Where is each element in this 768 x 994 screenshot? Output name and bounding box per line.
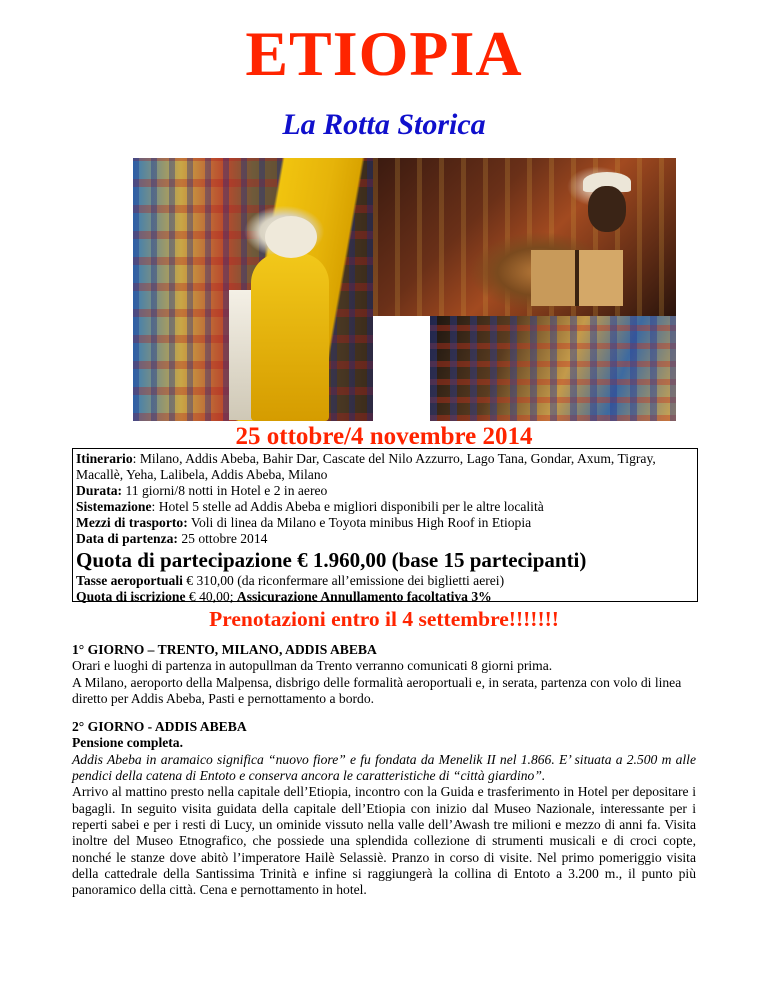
trip-dates: 25 ottobre/4 novembre 2014 xyxy=(235,423,533,450)
airport-tax-text: € 310,00 (da riconfermare all’emissione dei biglietti aerei) xyxy=(182,573,505,588)
accommodation-line xyxy=(76,499,694,515)
registration-text: € 40,00; xyxy=(185,589,237,604)
accommodation-text: : Hotel 5 stelle ad Addis Abeba e migliori disponibili per le altre località xyxy=(151,499,544,514)
itinerary-label: Itinerario xyxy=(76,451,133,466)
accommodation-label: Sistemazione xyxy=(76,499,152,514)
day-1-text-1: Orari e luoghi di partenza in autopullman da Trento verranno comunicati 8 giorni prima. xyxy=(72,658,553,674)
page-title: ETIOPIA xyxy=(245,18,523,89)
page-subtitle: La Rotta Storica xyxy=(282,108,486,141)
itinerary-text: : Milano, Addis Abeba, Bahir Dar, Cascate del Nilo Azzurro, Lago Tana, Gondar, Axum, Tigray, Macallè, Yeha, Lalibela, Addis Abeba, Milano xyxy=(76,451,656,482)
registration-label: Quota di iscrizione xyxy=(76,589,186,604)
day-2-heading: 2° GIORNO - ADDIS ABEBA xyxy=(72,719,247,735)
trip-info-box xyxy=(72,448,698,602)
itinerary-days xyxy=(72,642,696,898)
price-line: Quota di partecipazione € 1.960,00 (base 15 partecipanti) xyxy=(76,548,587,572)
airport-tax-line xyxy=(76,573,694,589)
photo-priest-with-murals xyxy=(133,158,373,421)
day-1-heading: 1° GIORNO – TRENTO, MILANO, ADDIS ABEBA xyxy=(72,642,377,657)
duration-line xyxy=(76,483,694,499)
day-2-text: Arrivo al mattino presto nella capitale dell’Etiopia, incontro con la Guida e trasferimento in Hotel per depositare i bagagli. In seguito visita guidata della capitale dell’Etiopia con inizio dal Museo Nazionale, interessante per i reperti sabei e per i resti di Lucy, un ominide vissuto nella valle dell’Awash tre milioni e mezzo di anni fa. Visita inoltre del Museo Etnografico, che possiede una splendida collezione di strumenti musicali e di croci copte, nonché le stanze dove abitò l’imperatore Hailè Selassiè. Pranzo in corso di visite. Nel primo pomeriggio visita della cattedrale della Santissima Trinità e infine si raggiungerà la collina di Entoto a 3.200 m., il punto più panoramico della città. Cena e pernottamento in hotel. xyxy=(72,784,696,898)
departure-text: 25 ottobre 2014 xyxy=(177,531,268,546)
airport-tax-label: Tasse aeroportuali xyxy=(76,573,183,588)
transport-line xyxy=(76,515,694,531)
duration-label: Durata: xyxy=(76,483,123,498)
photo-church-ceiling xyxy=(430,316,676,421)
day-2-subheading: Pensione completa. xyxy=(72,735,184,751)
departure-line xyxy=(76,531,694,547)
itinerary-line xyxy=(76,451,694,483)
day-1-text-2: A Milano, aeroporto della Malpensa, disbrigo delle formalità aeroportuali e, in serata, partenza con volo di linea diretto per Addis Abeba, Pasti e pernottamento a bordo. xyxy=(72,674,682,706)
day-2-intro: Addis Abeba in aramaico significa “nuovo fiore” e fu fondata da Menelik II nel 1.866. E’ situata a 2.500 m alle pendici della catena di Entoto e conserva ancora le caratteristiche di “città giardino”. xyxy=(72,751,696,784)
photo-priest-with-manuscript xyxy=(373,158,676,316)
transport-text: Voli di linea da Milano e Toyota minibus High Roof in Etiopia xyxy=(187,515,532,530)
insurance-text: Assicurazione Annullamento facoltativa 3% xyxy=(236,589,492,604)
registration-line xyxy=(76,589,694,605)
booking-deadline: Prenotazioni entro il 4 settembre!!!!!!! xyxy=(209,607,559,631)
departure-label: Data di partenza: xyxy=(76,531,178,546)
duration-text: 11 giorni/8 notti in Hotel e 2 in aereo xyxy=(122,483,328,498)
transport-label: Mezzi di trasporto: xyxy=(76,515,188,530)
